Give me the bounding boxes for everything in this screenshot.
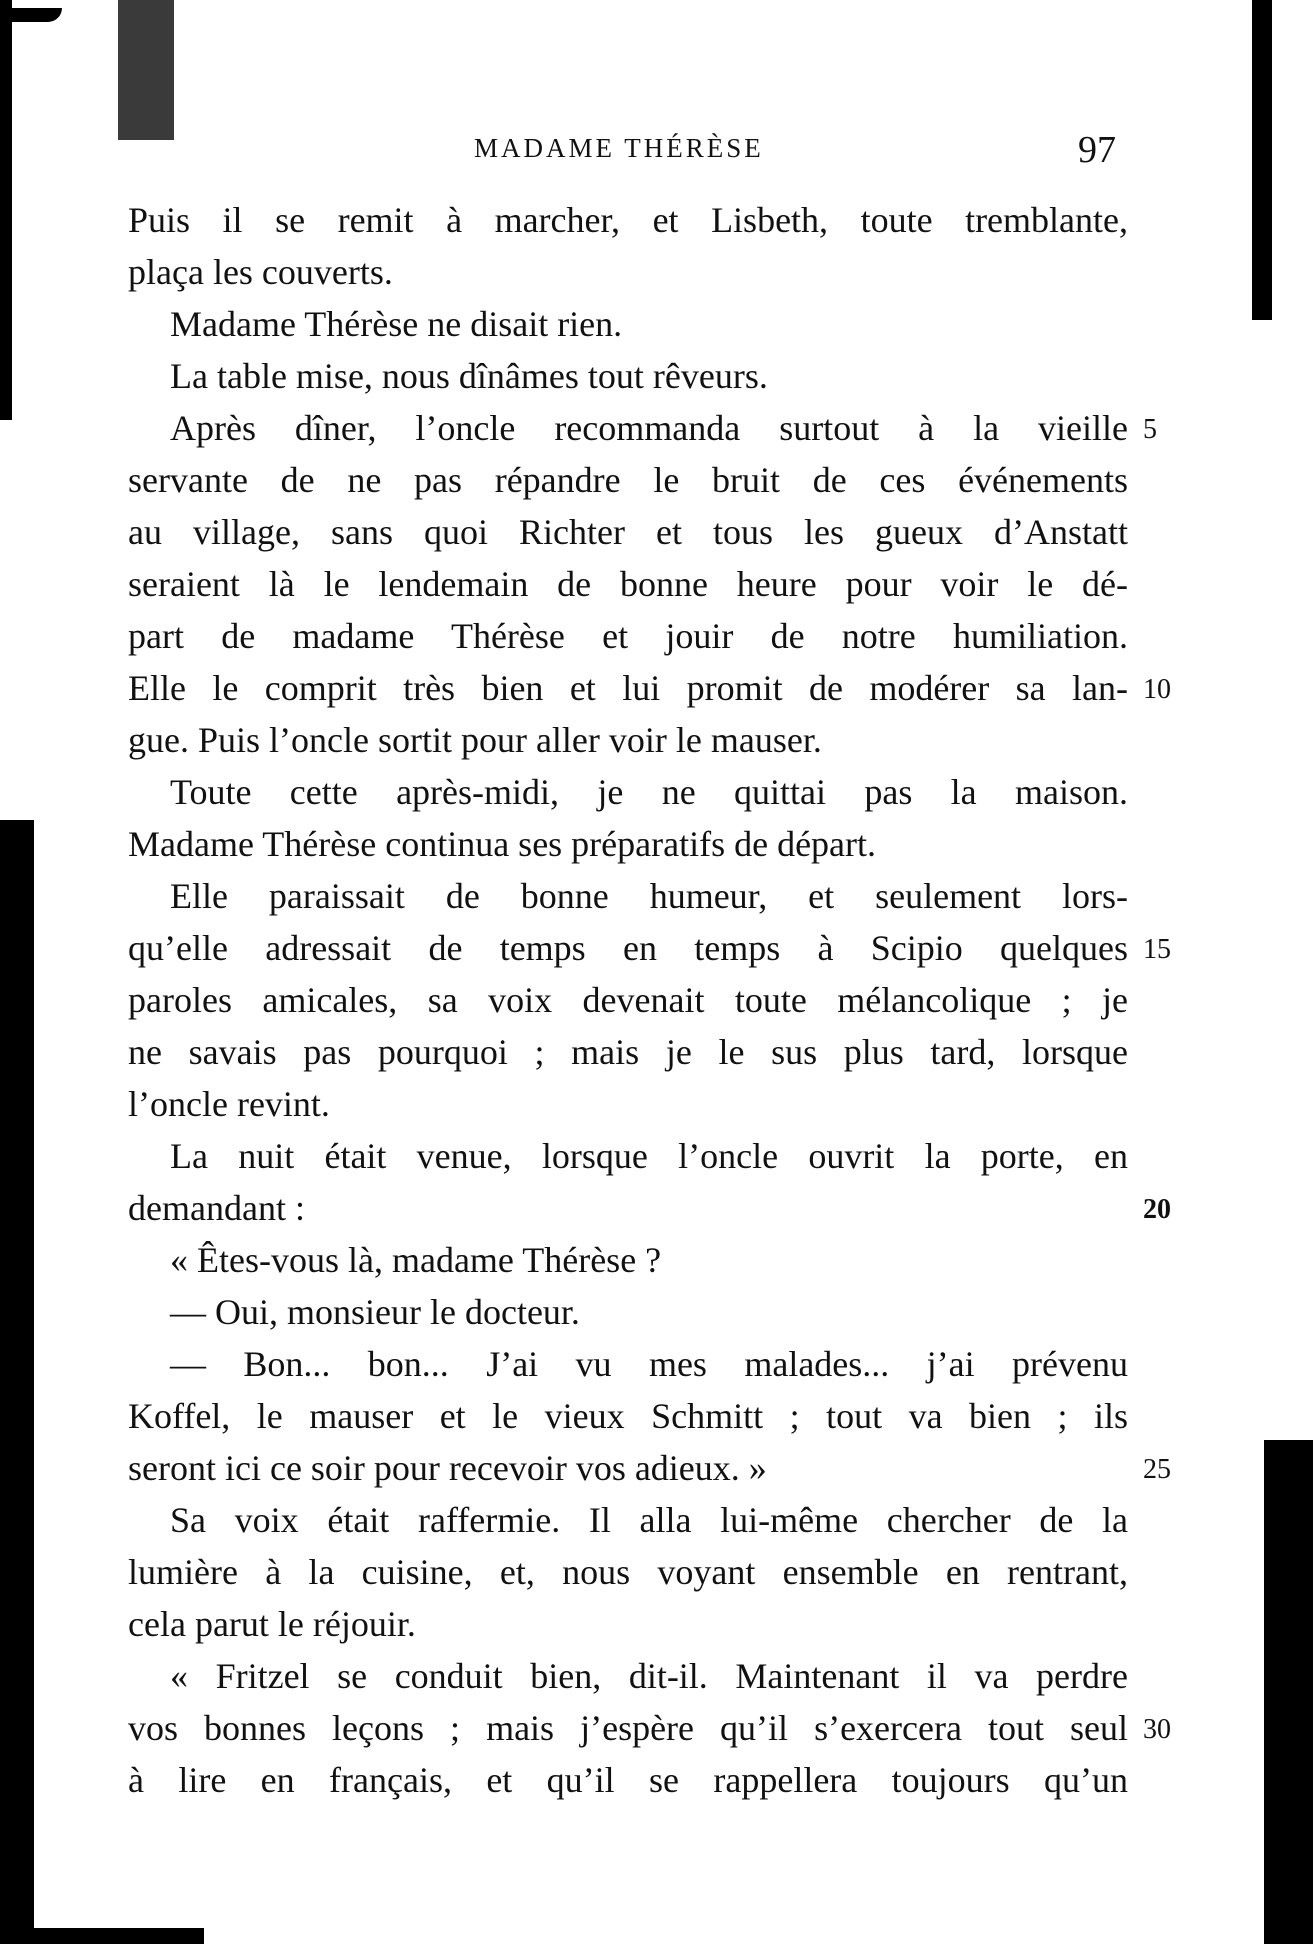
line-text: l’oncle revint. bbox=[128, 1084, 330, 1124]
line-text: Puis il se remit à marcher, et Lisbeth, toute tremblante, bbox=[128, 200, 1128, 240]
text-line bbox=[128, 298, 1128, 350]
text-line bbox=[128, 1754, 1128, 1806]
text-line bbox=[128, 1442, 1171, 1494]
text-line bbox=[128, 1390, 1128, 1442]
line-number: 20 bbox=[1143, 1194, 1171, 1225]
top-scan-mark bbox=[118, 0, 174, 140]
right-edge-shadow-top bbox=[1252, 0, 1272, 320]
text-line bbox=[128, 1078, 1128, 1130]
line-number: 10 bbox=[1143, 674, 1171, 705]
text-line bbox=[128, 1234, 1128, 1286]
text-line bbox=[128, 870, 1128, 922]
line-text: Sa voix était raffermie. Il alla lui-même chercher de la bbox=[170, 1500, 1128, 1540]
line-text: lumière à la cuisine, et, nous voyant ensemble en rentrant, bbox=[128, 1552, 1128, 1592]
text-line bbox=[128, 1130, 1128, 1182]
line-text: Madame Thérèse continua ses préparatifs de départ. bbox=[128, 824, 877, 864]
line-text: servante de ne pas répandre le bruit de ces événements bbox=[128, 460, 1128, 500]
text-line bbox=[128, 714, 1128, 766]
text-line bbox=[128, 1026, 1128, 1078]
line-text: La nuit était venue, lorsque l’oncle ouvrit la porte, en bbox=[170, 1136, 1128, 1176]
text-line bbox=[128, 610, 1128, 662]
text-line bbox=[128, 766, 1128, 818]
line-text: Madame Thérèse ne disait rien. bbox=[170, 304, 623, 344]
text-line bbox=[128, 818, 1128, 870]
line-text: demandant : bbox=[128, 1188, 305, 1228]
line-text: Elle paraissait de bonne humeur, et seulement lors- bbox=[170, 876, 1128, 916]
line-number: 25 bbox=[1143, 1454, 1171, 1485]
text-line bbox=[128, 922, 1171, 974]
left-binding-shadow-top bbox=[0, 0, 12, 420]
text-line bbox=[128, 1182, 1171, 1234]
text-line bbox=[128, 402, 1157, 454]
line-text: « Êtes-vous là, madame Thérèse ? bbox=[170, 1240, 662, 1280]
page-number: 97 bbox=[1078, 129, 1116, 171]
line-text: vos bonnes leçons ; mais j’espère qu’il s’exercera tout seul bbox=[128, 1708, 1128, 1748]
left-binding-curl bbox=[0, 8, 62, 22]
line-text: La table mise, nous dînâmes tout rêveurs. bbox=[170, 356, 768, 396]
line-text: Toute cette après-midi, je ne quittai pas la maison. bbox=[170, 772, 1128, 812]
line-text: seront ici ce soir pour recevoir vos adieux. » bbox=[128, 1448, 767, 1488]
line-number: 30 bbox=[1143, 1714, 1171, 1745]
text-line bbox=[128, 1546, 1128, 1598]
bottom-left-shadow bbox=[34, 1928, 204, 1944]
text-line bbox=[128, 1338, 1128, 1390]
left-binding-shadow-bottom bbox=[0, 820, 34, 1944]
text-line bbox=[128, 246, 1128, 298]
text-line bbox=[128, 506, 1128, 558]
line-text: ne savais pas pourquoi ; mais je le sus plus tard, lorsque bbox=[128, 1032, 1128, 1072]
line-text: plaça les couverts. bbox=[128, 252, 393, 292]
page-body bbox=[128, 194, 1171, 1806]
line-text: gue. Puis l’oncle sortit pour aller voir le mauser. bbox=[128, 720, 822, 760]
line-text: à lire en français, et qu’il se rappellera toujours qu’un bbox=[128, 1760, 1128, 1800]
line-number: 15 bbox=[1143, 934, 1171, 965]
line-text: au village, sans quoi Richter et tous les gueux d’Anstatt bbox=[128, 512, 1128, 552]
line-text: Elle le comprit très bien et lui promit de modérer sa lan- bbox=[128, 668, 1128, 708]
line-text: seraient là le lendemain de bonne heure pour voir le dé- bbox=[128, 564, 1128, 604]
text-line bbox=[128, 1598, 1128, 1650]
line-text: « Fritzel se conduit bien, dit-il. Maintenant il va perdre bbox=[170, 1656, 1128, 1696]
text-line bbox=[128, 194, 1128, 246]
line-text: qu’elle adressait de temps en temps à Scipio quelques bbox=[128, 928, 1128, 968]
page-header bbox=[128, 128, 1128, 178]
text-line bbox=[128, 974, 1128, 1026]
line-text: — Oui, monsieur le docteur. bbox=[170, 1292, 580, 1332]
line-text: cela parut le réjouir. bbox=[128, 1604, 416, 1644]
text-line bbox=[128, 1650, 1128, 1702]
line-text: — Bon... bon... J’ai vu mes malades... j’ai prévenu bbox=[170, 1344, 1128, 1384]
text-line bbox=[128, 454, 1128, 506]
line-text: Après dîner, l’oncle recommanda surtout à la vieille bbox=[170, 408, 1128, 448]
text-line bbox=[128, 558, 1128, 610]
text-line bbox=[128, 1494, 1128, 1546]
text-line bbox=[128, 1286, 1128, 1338]
line-number: 5 bbox=[1143, 414, 1157, 445]
text-line bbox=[128, 662, 1171, 714]
running-title: MADAME THÉRÈSE bbox=[474, 133, 764, 163]
text-line bbox=[128, 350, 1128, 402]
line-text: paroles amicales, sa voix devenait toute mélancolique ; je bbox=[128, 980, 1128, 1020]
right-edge-shadow-bottom bbox=[1264, 1440, 1313, 1944]
text-line bbox=[128, 1702, 1171, 1754]
line-text: Koffel, le mauser et le vieux Schmitt ; tout va bien ; ils bbox=[128, 1396, 1128, 1436]
line-text: part de madame Thérèse et jouir de notre humiliation. bbox=[128, 616, 1128, 656]
